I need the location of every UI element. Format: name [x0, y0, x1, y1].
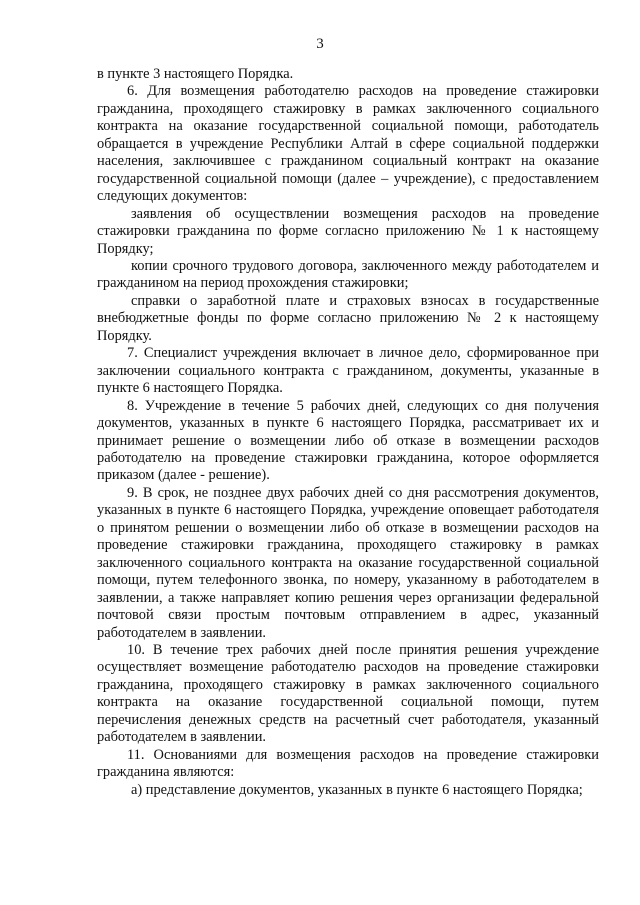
page-number: 3	[316, 36, 324, 52]
paragraph-item-11: 11. Основаниями для возмещения расходов на проведение стажировки гражданина являются:	[97, 746, 599, 781]
paragraph-item-6: 6. Для возмещения работодателю расходов на проведение стажировки гражданина, проходящего стажировку в рамках заключенного социального контракта на оказание государственной социальной помощи, работодатель обращается в учреждение Республики Алтай в сфере социальной поддержки населения, заключившее с гражданином социальный контракт на оказание государственной социальной помощи (далее – учреждение), с предоставлением следующих документов:	[97, 83, 599, 205]
document-body	[97, 66, 599, 799]
document-list-item-application: заявления об осуществлении возмещения расходов на проведение стажировки гражданина по форме согласно приложению № 1 к настоящему Порядку;	[97, 205, 599, 257]
paragraph-continuation: в пункте 3 настоящего Порядка.	[97, 66, 294, 82]
paragraph-item-11a: а) представление документов, указанных в пункте 6 настоящего Порядка;	[131, 781, 583, 798]
paragraph-item-10: 10. В течение трех рабочих дней после принятия решения учреждение осуществляет возмещение работодателю расходов на проведение стажировки гражданина, проходящего стажировку в рамках заключенного социального контракта на оказание государственной социальной помощи, путем перечисления денежных средств на расчетный счет работодателя, указанный работодателем в заявлении.	[97, 641, 599, 746]
paragraph-item-7: 7. Специалист учреждения включает в личное дело, сформированное при заключении социального контракта с гражданином, документы, указанные в пункте 6 настоящего Порядка.	[97, 345, 599, 397]
document-list-item-contract-copy: копии срочного трудового договора, заключенного между работодателем и гражданином на период прохождения стажировки;	[97, 257, 599, 292]
paragraph-item-8: 8. Учреждение в течение 5 рабочих дней, следующих со дня получения документов, указанных в пункте 6 настоящего Порядка, рассматривает их и принимает решение о возмещении либо об отказе в возмещении расходов работодателю на проведение стажировки гражданина, которое оформляется приказом (далее - решение).	[97, 397, 599, 484]
paragraph-item-9: 9. В срок, не позднее двух рабочих дней со дня рассмотрения документов, указанных в пункте 6 настоящего Порядка, учреждение оповещает работодателя о принятом решении о возмещении либо об отказе в возмещении расходов на проведение стажировки гражданина, проходящего стажировку в рамках заключенного социального контракта на оказание государственной социальной помощи, путем телефонного звонка, по номеру, указанному в работодателем в заявлении, а также направляет копию решения через организации федеральной почтовой связи простым почтовым отправлением в адрес, указанный работодателем в заявлении.	[97, 484, 599, 641]
document-list-item-salary-certificate: справки о заработной плате и страховых взносах в государственные внебюджетные фонды по форме согласно приложению № 2 к настоящему Порядку.	[97, 292, 599, 344]
